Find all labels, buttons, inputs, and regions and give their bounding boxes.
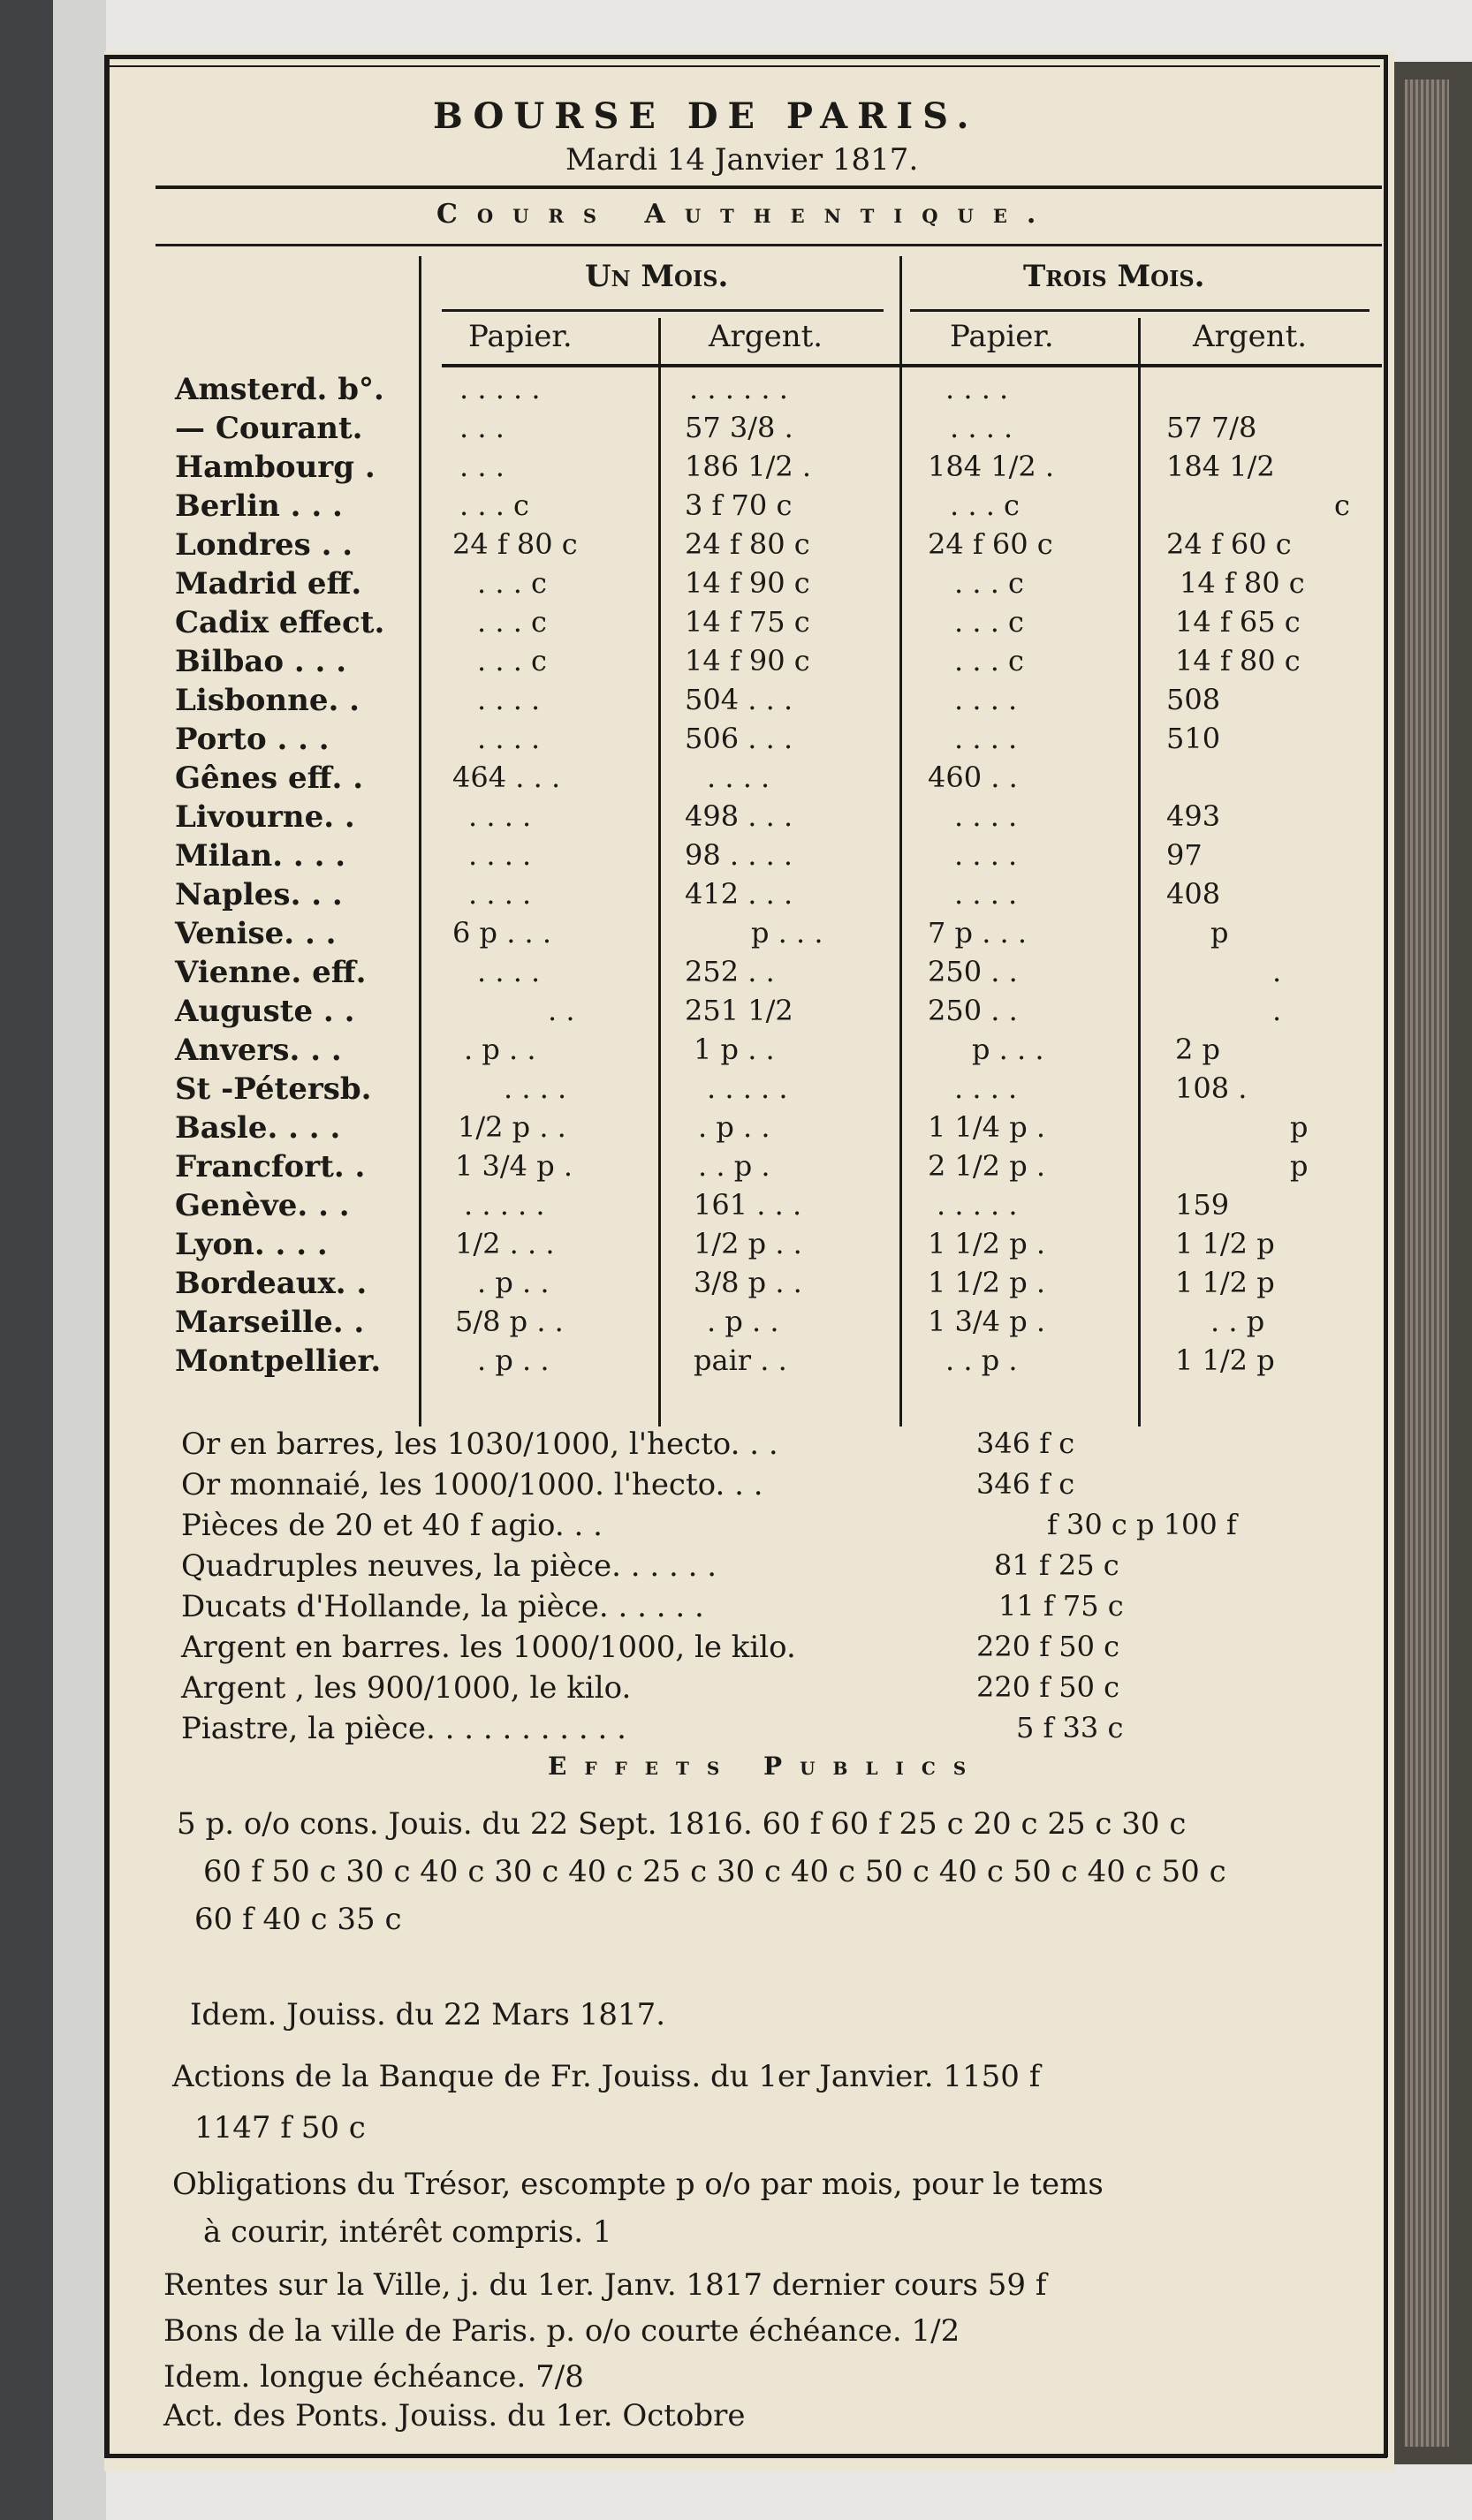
cell-papier-2: . . . . [954, 877, 1018, 911]
row-place: Amsterd. b°. [175, 372, 384, 407]
cell-papier-2: 1 1/2 p . [928, 1266, 1046, 1299]
cell-papier-1: . . . c [477, 566, 547, 600]
header-papier-2: Papier. [950, 319, 1054, 354]
cell-argent-2: p [1290, 1110, 1309, 1144]
row-place: Anvers. . . [175, 1033, 342, 1068]
rule [910, 309, 1370, 312]
cell-papier-2: 250 . . [928, 955, 1018, 988]
cell-argent-1: 498 . . . [685, 799, 793, 833]
effets-line: 1147 f 50 c [194, 2110, 366, 2145]
header-papier-1: Papier. [468, 319, 573, 354]
cell-papier-2: . . p . [945, 1343, 1018, 1377]
cell-papier-1: . . . . [468, 838, 532, 872]
cell-argent-2: 2 p [1175, 1033, 1221, 1066]
cell-papier-1: . . . c [477, 644, 547, 677]
cell-argent-2: 24 f 60 c [1166, 527, 1292, 561]
cell-papier-2: 7 p . . . [928, 916, 1028, 950]
cell-papier-2: . . . c [954, 644, 1024, 677]
metal-label: Or en barres, les 1030/1000, l'hecto. . . [181, 1426, 778, 1462]
cell-papier-2: 460 . . [928, 761, 1018, 794]
effets-heading: Effets Publics [548, 1752, 984, 1781]
cell-argent-1: 1/2 p . . [694, 1227, 802, 1260]
metal-value: 5 f 33 c [1016, 1711, 1124, 1744]
header-argent-2: Argent. [1193, 319, 1308, 354]
cell-argent-2: 1 1/2 p [1175, 1227, 1275, 1260]
cell-papier-2: . . . . [954, 799, 1018, 833]
row-place: Lisbonne. . [175, 683, 360, 718]
metal-label: Or monnaié, les 1000/1000. l'hecto. . . [181, 1467, 763, 1502]
cell-argent-1: . . . . [707, 761, 770, 794]
cell-argent-1: pair . . [694, 1343, 787, 1377]
cell-papier-1: 5/8 p . . [455, 1305, 564, 1338]
metal-value: 346 f c [976, 1467, 1075, 1501]
cell-papier-2: 1 3/4 p . [928, 1305, 1046, 1338]
row-place: Berlin . . . [175, 488, 343, 524]
effets-line: Idem. Jouiss. du 22 Mars 1817. [190, 1997, 666, 2032]
effets-line: à courir, intérêt compris. 1 [203, 2214, 612, 2250]
row-place: Auguste . . [175, 994, 355, 1029]
effets-line: Actions de la Banque de Fr. Jouiss. du 1er Janvier. 1150 f [172, 2059, 1041, 2094]
cell-papier-1: 1/2 . . . [455, 1227, 555, 1260]
row-place: Londres . . [175, 527, 353, 563]
row-place: Cadix effect. [175, 605, 385, 640]
cell-papier-2: p . . . [972, 1033, 1044, 1066]
cell-papier-2: . . . c [954, 566, 1024, 600]
cell-papier-2: . . . . [954, 838, 1018, 872]
cell-papier-1: 1 3/4 p . [455, 1149, 573, 1183]
cell-papier-1: . . . c [459, 488, 529, 522]
metal-value: 220 f 50 c [976, 1630, 1120, 1663]
cell-papier-1: . . . . [477, 722, 541, 755]
cell-papier-1: . . . [459, 450, 505, 483]
header-argent-1: Argent. [709, 319, 823, 354]
cell-argent-1: . p . . [707, 1305, 779, 1338]
cell-argent-2: 508 [1166, 683, 1221, 716]
cell-argent-2: . [1272, 994, 1282, 1027]
effets-line: Idem. longue échéance. 7/8 [163, 2359, 584, 2395]
cell-argent-2: 1 1/2 p [1175, 1343, 1275, 1377]
cell-papier-1: . . . [459, 411, 505, 444]
row-place: Vienne. eff. [175, 955, 367, 990]
cell-papier-2: . . . . [954, 722, 1018, 755]
cell-argent-1: 14 f 90 c [685, 644, 810, 677]
rule [442, 364, 1382, 367]
metal-value: f 30 c p 100 f [1047, 1508, 1237, 1541]
cell-papier-1: . . . . [468, 877, 532, 911]
cell-papier-1: . p . . [464, 1033, 536, 1066]
row-place: Gênes eff. . [175, 761, 364, 796]
cell-argent-2: . [1272, 955, 1282, 988]
cell-argent-2: 493 [1166, 799, 1221, 833]
row-place: Bordeaux. . [175, 1266, 368, 1301]
cell-argent-1: 186 1/2 . [685, 450, 812, 483]
cell-argent-1: . . . . . . [689, 372, 788, 405]
cell-papier-2: . . . . [954, 1071, 1018, 1105]
cell-papier-2: . . . . [950, 411, 1013, 444]
cell-argent-2: 184 1/2 [1166, 450, 1275, 483]
metal-value: 346 f c [976, 1426, 1075, 1460]
cell-argent-1: . p . . [698, 1110, 770, 1144]
cell-papier-1: . . . . [468, 799, 532, 833]
section-title: Cours Authentique. [436, 199, 1056, 230]
cell-argent-1: 24 f 80 c [685, 527, 810, 561]
cell-papier-2: 1 1/2 p . [928, 1227, 1046, 1260]
cell-papier-1: . . . . . [459, 372, 541, 405]
cell-papier-2: 24 f 60 c [928, 527, 1053, 561]
cell-argent-2: 97 [1166, 838, 1203, 872]
row-place: Francfort. . [175, 1149, 366, 1184]
metal-value: 11 f 75 c [998, 1589, 1124, 1623]
cell-papier-2: . . . . [945, 372, 1009, 405]
cell-papier-1: 1/2 p . . [458, 1110, 566, 1144]
cell-argent-2: p [1210, 916, 1229, 950]
row-place: Madrid eff. [175, 566, 362, 602]
cell-papier-2: . . . . [954, 683, 1018, 716]
page-title: BOURSE DE PARIS. [433, 95, 979, 137]
cell-argent-1: 251 1/2 [685, 994, 793, 1027]
cell-argent-2: . . p [1210, 1305, 1265, 1338]
metal-value: 220 f 50 c [976, 1670, 1120, 1704]
metal-label: Quadruples neuves, la pièce. . . . . . [181, 1548, 717, 1584]
row-place: Milan. . . . [175, 838, 346, 874]
cell-papier-1: . . . . . [464, 1188, 545, 1222]
cell-argent-1: 1 p . . [694, 1033, 775, 1066]
cell-papier-1: . . [548, 994, 575, 1027]
row-place: Lyon. . . . [175, 1227, 328, 1262]
cell-papier-1: 6 p . . . [452, 916, 552, 950]
cell-argent-1: p . . . [751, 916, 823, 950]
cell-papier-1: 24 f 80 c [452, 527, 578, 561]
metal-label: Pièces de 20 et 40 f agio. . . [181, 1508, 603, 1543]
book-binding [0, 0, 53, 2520]
page-date: Mardi 14 Janvier 1817. [565, 142, 919, 178]
row-place: Livourne. . [175, 799, 355, 835]
metal-label: Ducats d'Hollande, la pièce. . . . . . [181, 1589, 704, 1624]
column-rule [658, 318, 661, 1426]
effets-line: Bons de la ville de Paris. p. o/o courte échéance. 1/2 [163, 2313, 960, 2349]
left-border [104, 55, 110, 2457]
effets-line: Act. des Ponts. Jouiss. du 1er. Octobre [163, 2398, 746, 2433]
row-place: — Courant. [175, 411, 363, 446]
metal-label: Argent , les 900/1000, le kilo. [181, 1670, 632, 1706]
cell-papier-1: . . . . [477, 955, 541, 988]
cell-papier-2: 1 1/4 p . [928, 1110, 1046, 1144]
cell-argent-1: 98 . . . . [685, 838, 793, 872]
cell-papier-1: . p . . [477, 1343, 550, 1377]
cell-papier-2: 2 1/2 p . [928, 1149, 1046, 1183]
cell-argent-1: . . p . [698, 1149, 770, 1183]
row-place: Bilbao . . . [175, 644, 347, 679]
cell-papier-2: . . . . . [937, 1188, 1018, 1222]
cell-argent-2: p [1290, 1149, 1309, 1183]
row-place: Genève. . . [175, 1188, 350, 1223]
rule [442, 309, 884, 312]
effets-line: 5 p. o/o cons. Jouis. du 22 Sept. 1816. 60 f 60 f 25 c 20 c 25 c 30 c [177, 1806, 1187, 1842]
cell-papier-2: 184 1/2 . [928, 450, 1055, 483]
cell-argent-2: 14 f 80 c [1180, 566, 1305, 600]
cell-argent-1: 3 f 70 c [685, 488, 793, 522]
column-rule [419, 256, 421, 1426]
cell-argent-2: 408 [1166, 877, 1221, 911]
rule [156, 185, 1382, 189]
header-un-mois: Un Mois. [585, 259, 729, 294]
cell-argent-1: . . . . . [707, 1071, 788, 1105]
cell-argent-2: 510 [1166, 722, 1221, 755]
row-place: Naples. . . [175, 877, 343, 912]
column-rule [899, 256, 902, 1426]
cell-papier-2: . . . c [950, 488, 1020, 522]
cell-argent-1: 252 . . [685, 955, 775, 988]
row-place: Venise. . . [175, 916, 337, 951]
metal-label: Piastre, la pièce. . . . . . . . . . . [181, 1711, 626, 1746]
effets-line: Obligations du Trésor, escompte p o/o par mois, pour le tems [172, 2167, 1104, 2202]
effets-line: 60 f 40 c 35 c [194, 1902, 402, 1937]
page-stack-lines [1405, 79, 1449, 2447]
cell-papier-1: . . . c [477, 605, 547, 639]
cell-argent-2: c [1334, 488, 1350, 522]
metal-value: 81 f 25 c [994, 1548, 1119, 1582]
cell-papier-2: 250 . . [928, 994, 1018, 1027]
cell-argent-2: 159 [1175, 1188, 1230, 1222]
top-border-inner [108, 65, 1380, 67]
right-border [1384, 55, 1388, 2457]
header-trois-mois: Trois Mois. [1023, 259, 1205, 294]
row-place: St -Pétersb. [175, 1071, 372, 1107]
cell-argent-1: 506 . . . [685, 722, 793, 755]
row-place: Porto . . . [175, 722, 330, 757]
cell-papier-2: . . . c [954, 605, 1024, 639]
metal-label: Argent en barres. les 1000/1000, le kilo. [181, 1630, 796, 1665]
cell-papier-1: . p . . [477, 1266, 550, 1299]
column-rule [1138, 318, 1141, 1426]
cell-argent-1: 504 . . . [685, 683, 793, 716]
cell-argent-2: 108 . [1175, 1071, 1248, 1105]
effets-line: 60 f 50 c 30 c 40 c 30 c 40 c 25 c 30 c 40 c 50 c 40 c 50 c 40 c 50 c [203, 1854, 1226, 1889]
cell-argent-1: 412 . . . [685, 877, 793, 911]
rule [156, 244, 1382, 246]
cell-papier-1: . . . . [504, 1071, 567, 1105]
bottom-border [104, 2454, 1387, 2458]
cell-argent-2: 14 f 65 c [1175, 605, 1301, 639]
row-place: Marseille. . [175, 1305, 365, 1340]
row-place: Hambourg . [175, 450, 376, 485]
cell-argent-1: 161 . . . [694, 1188, 802, 1222]
cell-argent-2: 14 f 80 c [1175, 644, 1301, 677]
row-place: Basle. . . . [175, 1110, 341, 1146]
top-border [106, 55, 1387, 59]
cell-argent-1: 57 3/8 . [685, 411, 793, 444]
effets-line: Rentes sur la Ville, j. du 1er. Janv. 1817 dernier cours 59 f [163, 2267, 1047, 2303]
cell-argent-2: 1 1/2 p [1175, 1266, 1275, 1299]
cell-argent-1: 14 f 75 c [685, 605, 810, 639]
cell-papier-1: 464 . . . [452, 761, 561, 794]
cell-argent-1: 3/8 p . . [694, 1266, 802, 1299]
row-place: Montpellier. [175, 1343, 382, 1379]
left-margin [53, 0, 106, 2520]
cell-papier-1: . . . . [477, 683, 541, 716]
cell-argent-1: 14 f 90 c [685, 566, 810, 600]
cell-argent-2: 57 7/8 [1166, 411, 1257, 444]
